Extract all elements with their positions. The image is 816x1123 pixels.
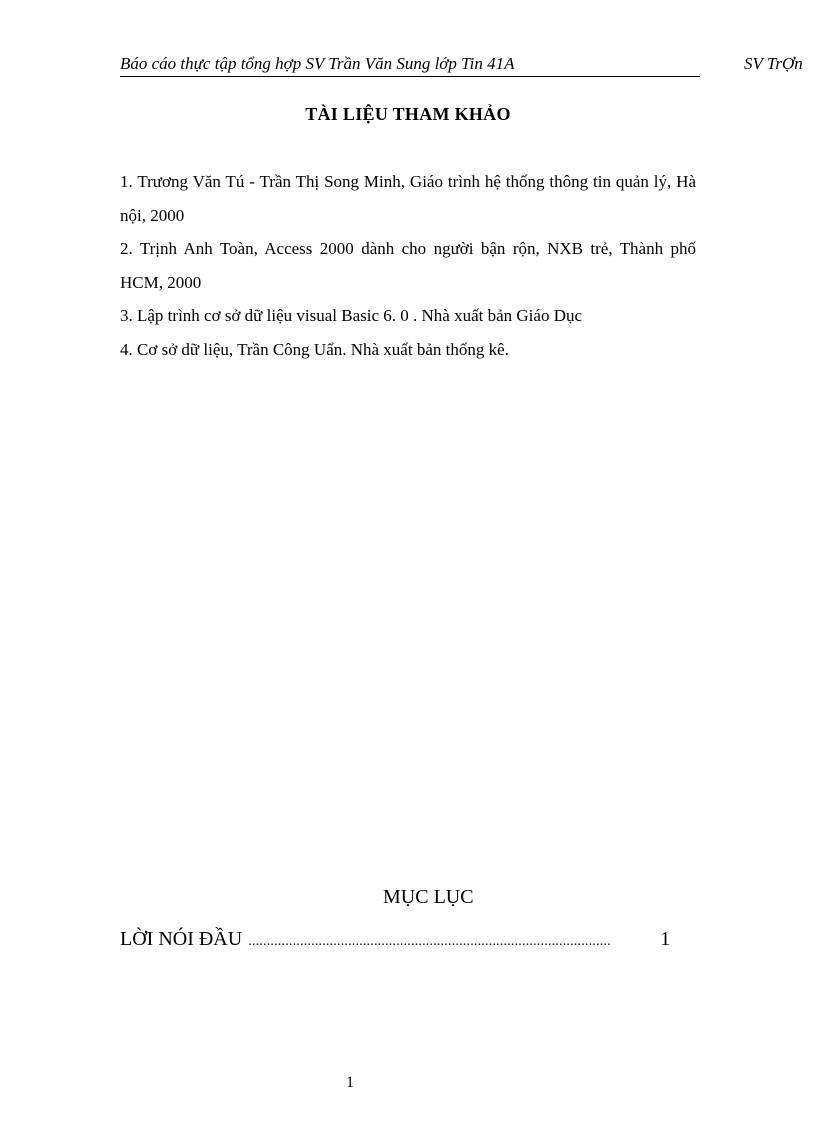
reference-item: 2. Trịnh Anh Toàn, Access 2000 dành cho người bận rộn, NXB trẻ, Thành phố HCM, 2000 xyxy=(120,239,696,292)
reference-list xyxy=(120,165,696,366)
reference-item: 3. Lập trình cơ sở dữ liệu visual Basic 6. 0 . Nhà xuất bản Giáo Dục xyxy=(120,306,583,325)
toc-title: MỤC LỤC xyxy=(383,886,474,908)
header-divider xyxy=(120,76,700,77)
toc-entry-leader: .................................................................................................. xyxy=(248,934,611,949)
toc-entry xyxy=(120,928,680,951)
reference-item: 4. Cơ sở dữ liệu, Trần Công Uẩn. Nhà xuất bản thống kê. xyxy=(120,339,509,359)
page-title: TÀI LIỆU THAM KHẢO xyxy=(305,104,511,124)
header-left-text: Báo cáo thực tập tổng hợp SV Trần Văn Sung lớp Tin 41A xyxy=(120,54,515,73)
toc-entry-label: LỜI NÓI ĐẦU xyxy=(120,928,243,950)
page-number: 1 xyxy=(346,1074,354,1091)
header-right-text: SV TrỢn xyxy=(744,54,803,73)
reference-item: 1. Trương Văn Tú - Trần Thị Song Minh, Giáo trình hệ thống thông tin quản lý, Hà nội, 2000 xyxy=(120,172,696,225)
toc-entry-page: 1 xyxy=(660,928,671,950)
